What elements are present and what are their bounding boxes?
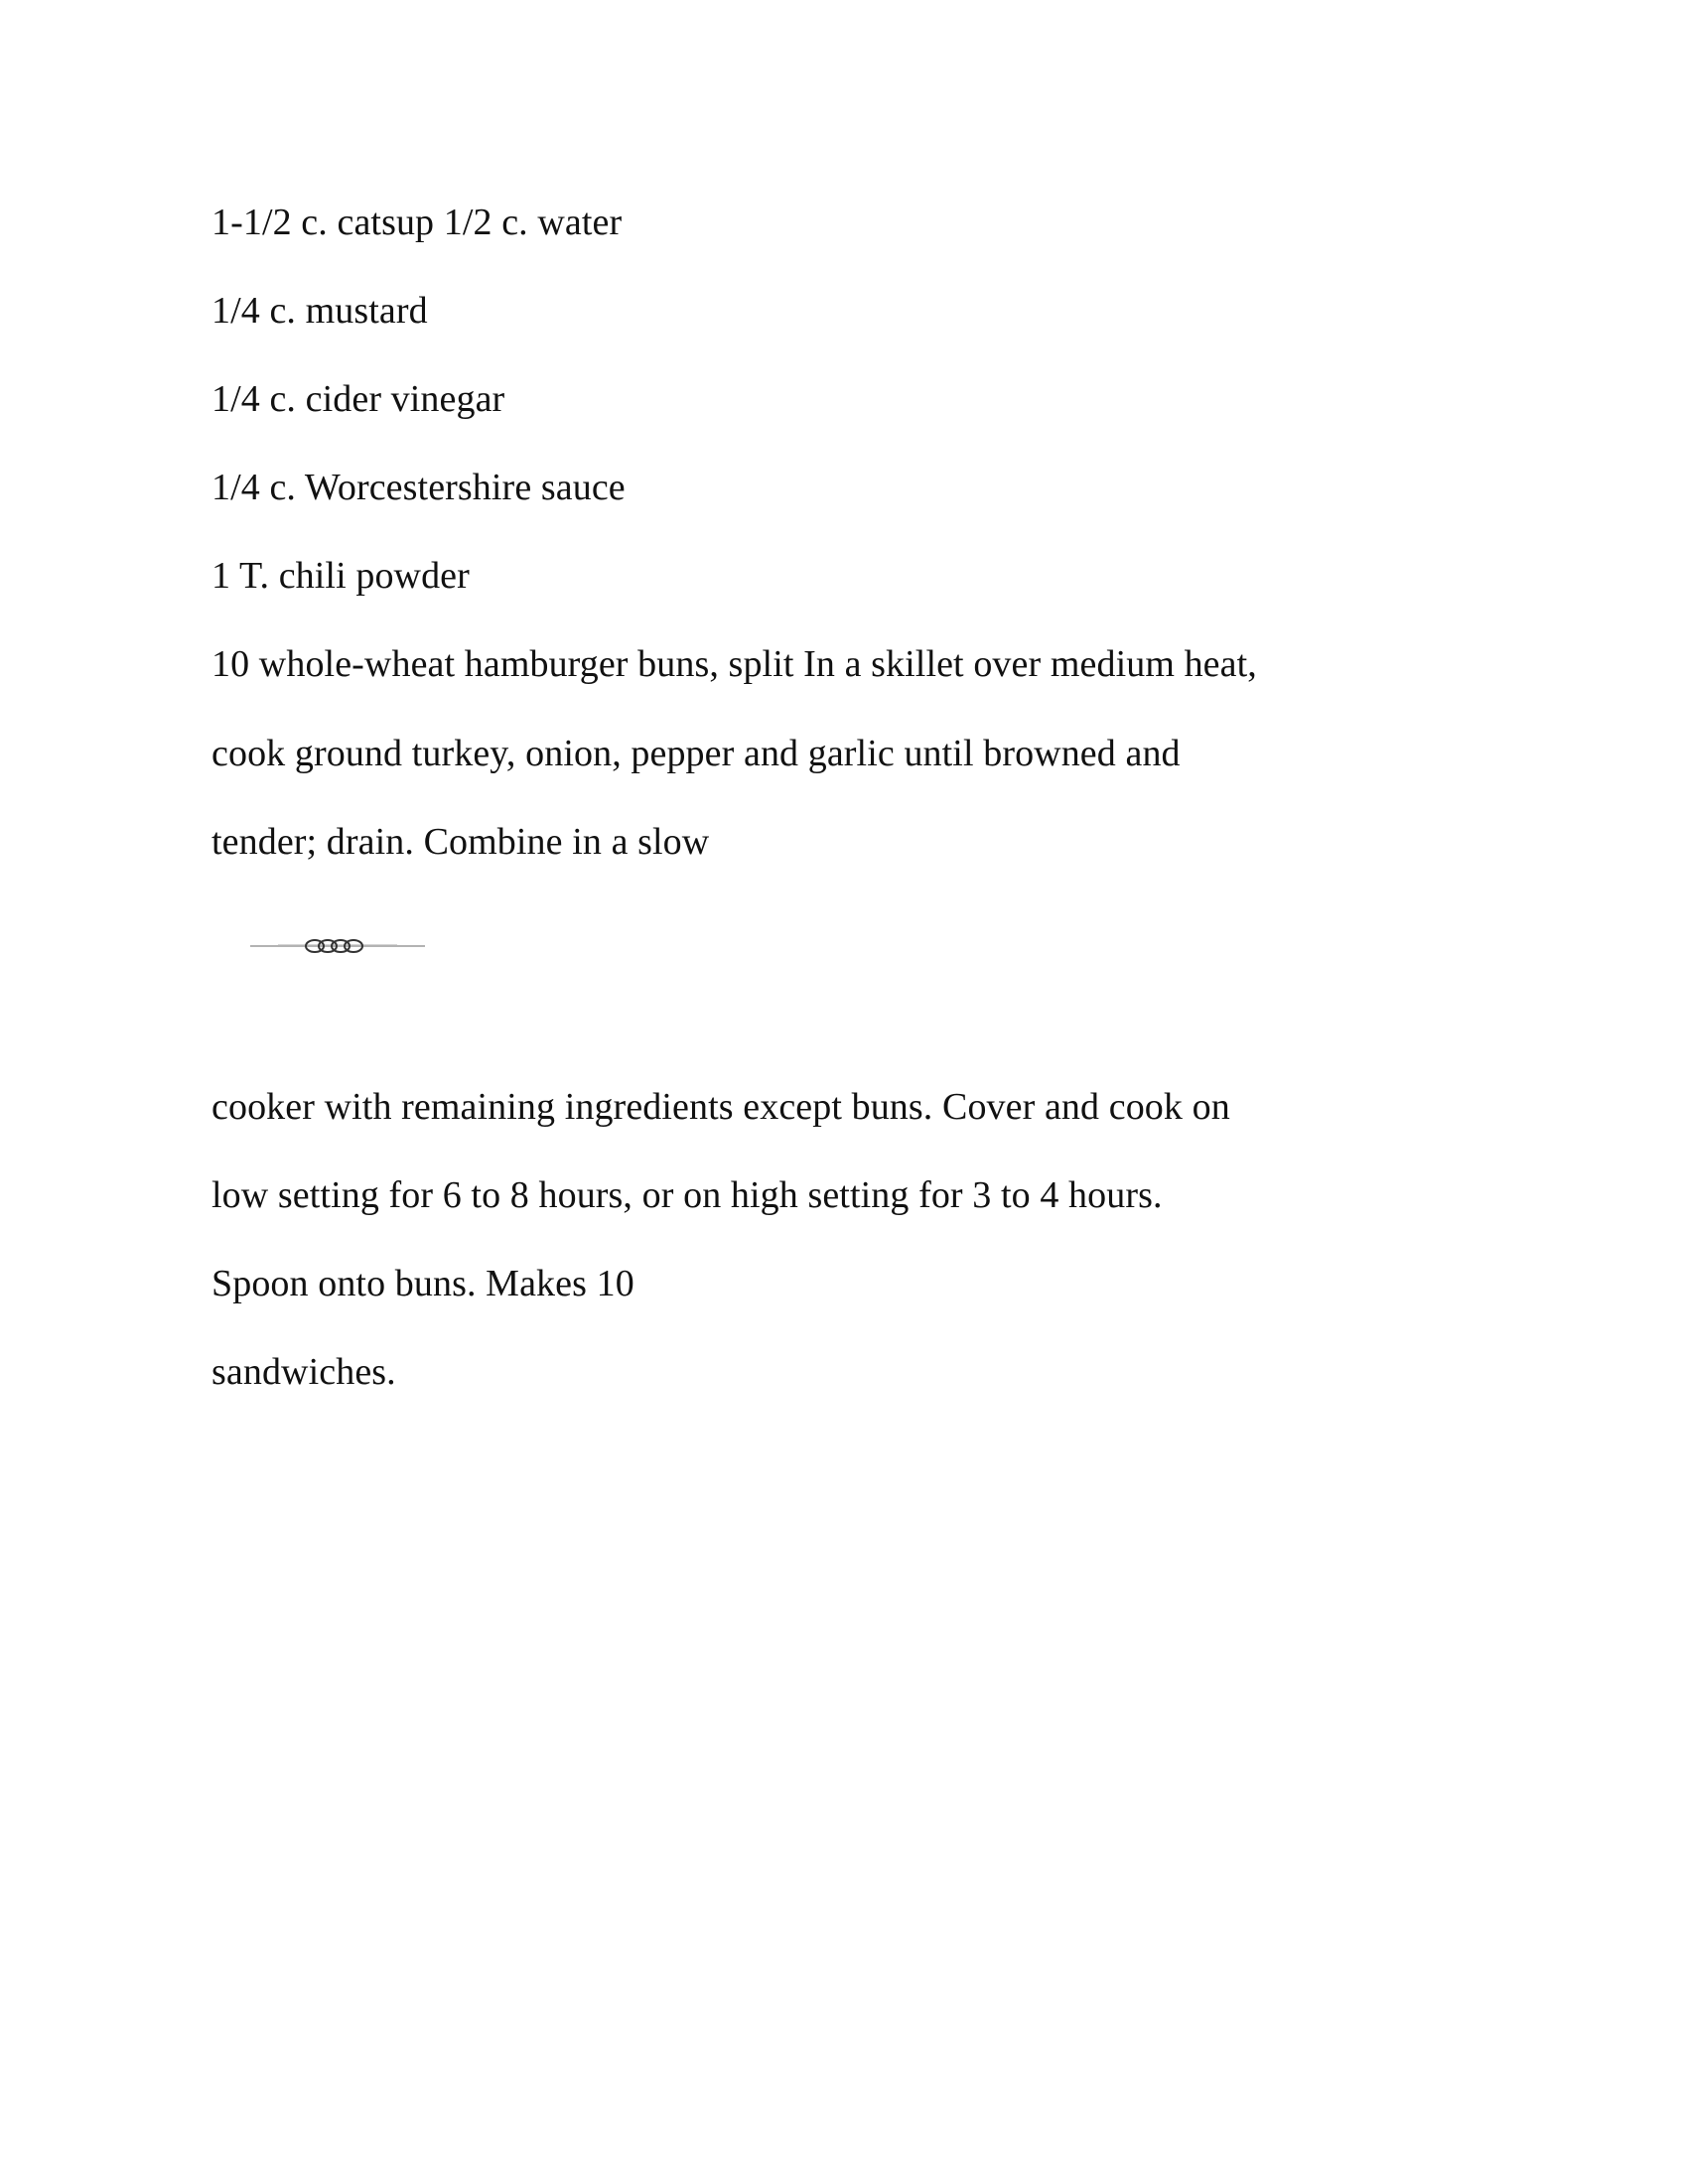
instruction-line-3: tender; drain. Combine in a slow	[211, 821, 710, 863]
instruction-line-4: cooker with remaining ingredients except buns. Cover and cook on	[211, 1086, 1230, 1128]
ingredient-line-worcestershire: 1/4 c. Worcestershire sauce	[211, 467, 626, 508]
ingredient-line-chili-powder: 1 T. chili powder	[211, 555, 470, 597]
ingredient-line-cider-vinegar: 1/4 c. cider vinegar	[211, 378, 505, 420]
instruction-line-6: Spoon onto buns. Makes 10	[211, 1263, 634, 1304]
ingredient-line-catsup-water: 1-1/2 c. catsup 1/2 c. water	[211, 202, 623, 243]
instruction-line-1: 10 whole-wheat hamburger buns, split In a skillet over medium heat,	[211, 643, 1257, 685]
ingredient-line-mustard: 1/4 c. mustard	[211, 290, 428, 332]
instruction-line-5: low setting for 6 to 8 hours, or on high setting for 3 to 4 hours.	[211, 1174, 1163, 1216]
instruction-line-7: sandwiches.	[211, 1351, 396, 1393]
instruction-line-2: cook ground turkey, onion, pepper and garlic until browned and	[211, 733, 1181, 774]
ornamental-divider-icon	[248, 931, 427, 961]
